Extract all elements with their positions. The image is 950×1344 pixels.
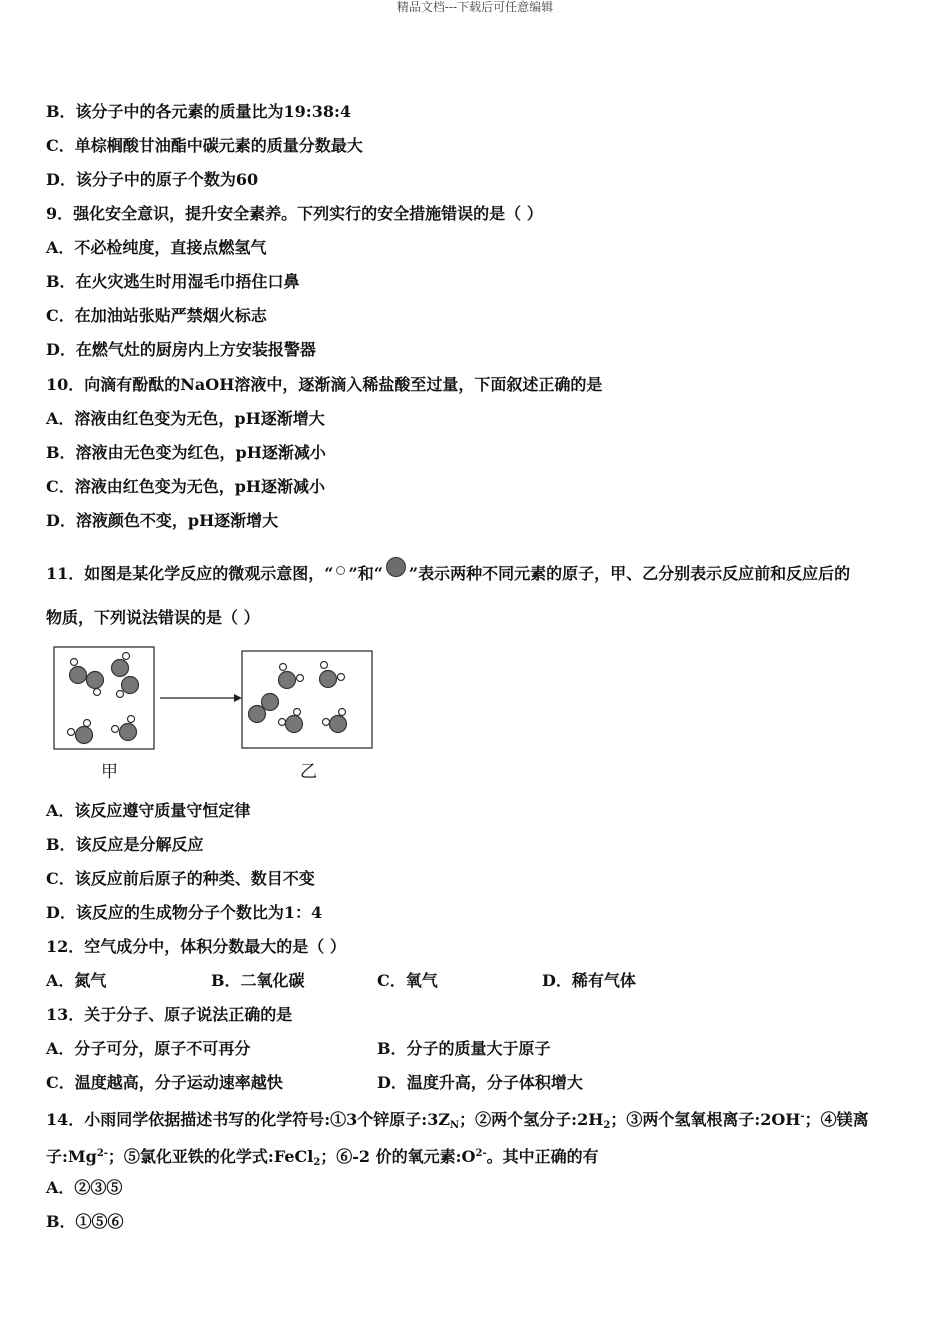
q14-option-b: B．①⑤⑥: [46, 1212, 124, 1231]
q11-option-d: D．该反应的生成物分子个数比为1：4: [46, 903, 323, 922]
reaction-diagram: [50, 644, 380, 788]
q13-option-c: C．温度越高，分子运动速率越快: [46, 1073, 283, 1092]
q13-option-d: D．温度升高，分子体积增大: [377, 1073, 583, 1092]
q10-option-c: C．溶液由红色变为无色，pH逐渐减小: [46, 477, 326, 496]
q14-text: 子:Mg: [46, 1147, 97, 1166]
q14-text: ；③两个氢氧根离子:2OH: [610, 1110, 801, 1129]
q11-stem-line1: [46, 557, 850, 584]
q9-option-a: A．不必检纯度，直接点燃氢气: [46, 238, 267, 257]
q14-sup: 2-: [475, 1148, 487, 1159]
q14-text: 。其中正确的有: [486, 1147, 599, 1166]
q14-stem-line2: [46, 1144, 599, 1173]
q12-stem: 12．空气成分中，体积分数最大的是（ ）: [46, 937, 346, 956]
q9-stem: 9．强化安全意识，提升安全素养。下列实行的安全措施错误的是（ ）: [46, 204, 543, 223]
q8-option-c: C．单棕榈酸甘油酯中碳元素的质量分数最大: [46, 136, 363, 155]
q11-stem-part1: 11．如图是某化学反应的微观示意图，“: [46, 564, 334, 583]
q12-option-d: D．稀有气体: [542, 971, 636, 990]
q8-option-b: B．该分子中的各元素的质量比为19:38:4: [46, 102, 352, 121]
q10-option-b: B．溶液由无色变为红色，pH逐渐减小: [46, 443, 326, 462]
q14-option-a: A．②③⑤: [46, 1178, 123, 1197]
q9-option-c: C．在加油站张贴严禁烟火标志: [46, 306, 267, 325]
reaction-svg: [50, 644, 380, 784]
q11-option-c: C．该反应前后原子的种类、数目不变: [46, 869, 315, 888]
q14-text: ；②两个氢分子:2H: [459, 1110, 604, 1129]
q12-option-c: C．氧气: [377, 971, 438, 990]
q14-text: ；⑤氯化亚铁的化学式:FeCl: [107, 1147, 314, 1166]
before-label: 甲: [101, 762, 118, 782]
q12-option-a: A．氮气: [46, 971, 107, 990]
q13-option-a: A．分子可分，原子不可再分: [46, 1039, 251, 1058]
q11-option-a: A．该反应遵守质量守恒定律: [46, 801, 251, 820]
q10-stem: 10．向滴有酚酞的NaOH溶液中，逐渐滴入稀盐酸至过量，下面叙述正确的是: [46, 375, 603, 394]
q14-text: 14．小雨同学依据描述书写的化学符号:①3个锌原子:3Z: [46, 1110, 451, 1129]
after-label: 乙: [300, 762, 317, 782]
q14-sub: 2: [603, 1120, 611, 1131]
q11-stem-part3: ”表示两种不同元素的原子，甲、乙分别表示反应前和反应后的: [408, 564, 851, 583]
q14-text: ；⑥-2 价的氧元素:O: [320, 1147, 476, 1166]
small-atom-icon: [336, 566, 345, 575]
q10-option-a: A．溶液由红色变为无色，pH逐渐增大: [46, 409, 325, 428]
q13-option-b: B．分子的质量大于原子: [377, 1039, 551, 1058]
q9-option-b: B．在火灾逃生时用湿毛巾捂住口鼻: [46, 272, 300, 291]
arrow-head-icon: [234, 694, 242, 702]
q11-option-b: B．该反应是分解反应: [46, 835, 204, 854]
q14-sup: -: [800, 1111, 805, 1122]
q8-option-d: D．该分子中的原子个数为60: [46, 170, 259, 189]
q13-stem: 13．关于分子、原子说法正确的是: [46, 1005, 293, 1024]
q14-sup: 2-: [96, 1148, 108, 1159]
q14-sub: N: [450, 1120, 460, 1131]
q14-stem-line1: [46, 1107, 869, 1136]
q14-text: ；④镁离: [804, 1110, 869, 1129]
after-molecules: [249, 662, 347, 733]
page-header: 精品文档---下载后可任意编辑: [396, 0, 554, 14]
q9-option-d: D．在燃气灶的厨房内上方安装报警器: [46, 340, 316, 359]
large-atom-icon: [386, 557, 406, 577]
q12-option-b: B．二氧化碳: [211, 971, 305, 990]
q10-option-d: D．溶液颜色不变，pH逐渐增大: [46, 511, 279, 530]
q11-stem-line2: 物质，下列说法错误的是（ ）: [46, 608, 260, 627]
q14-sub: 2: [313, 1157, 321, 1168]
q11-stem-part2: ”和“: [348, 564, 383, 583]
before-molecules: [68, 653, 139, 744]
